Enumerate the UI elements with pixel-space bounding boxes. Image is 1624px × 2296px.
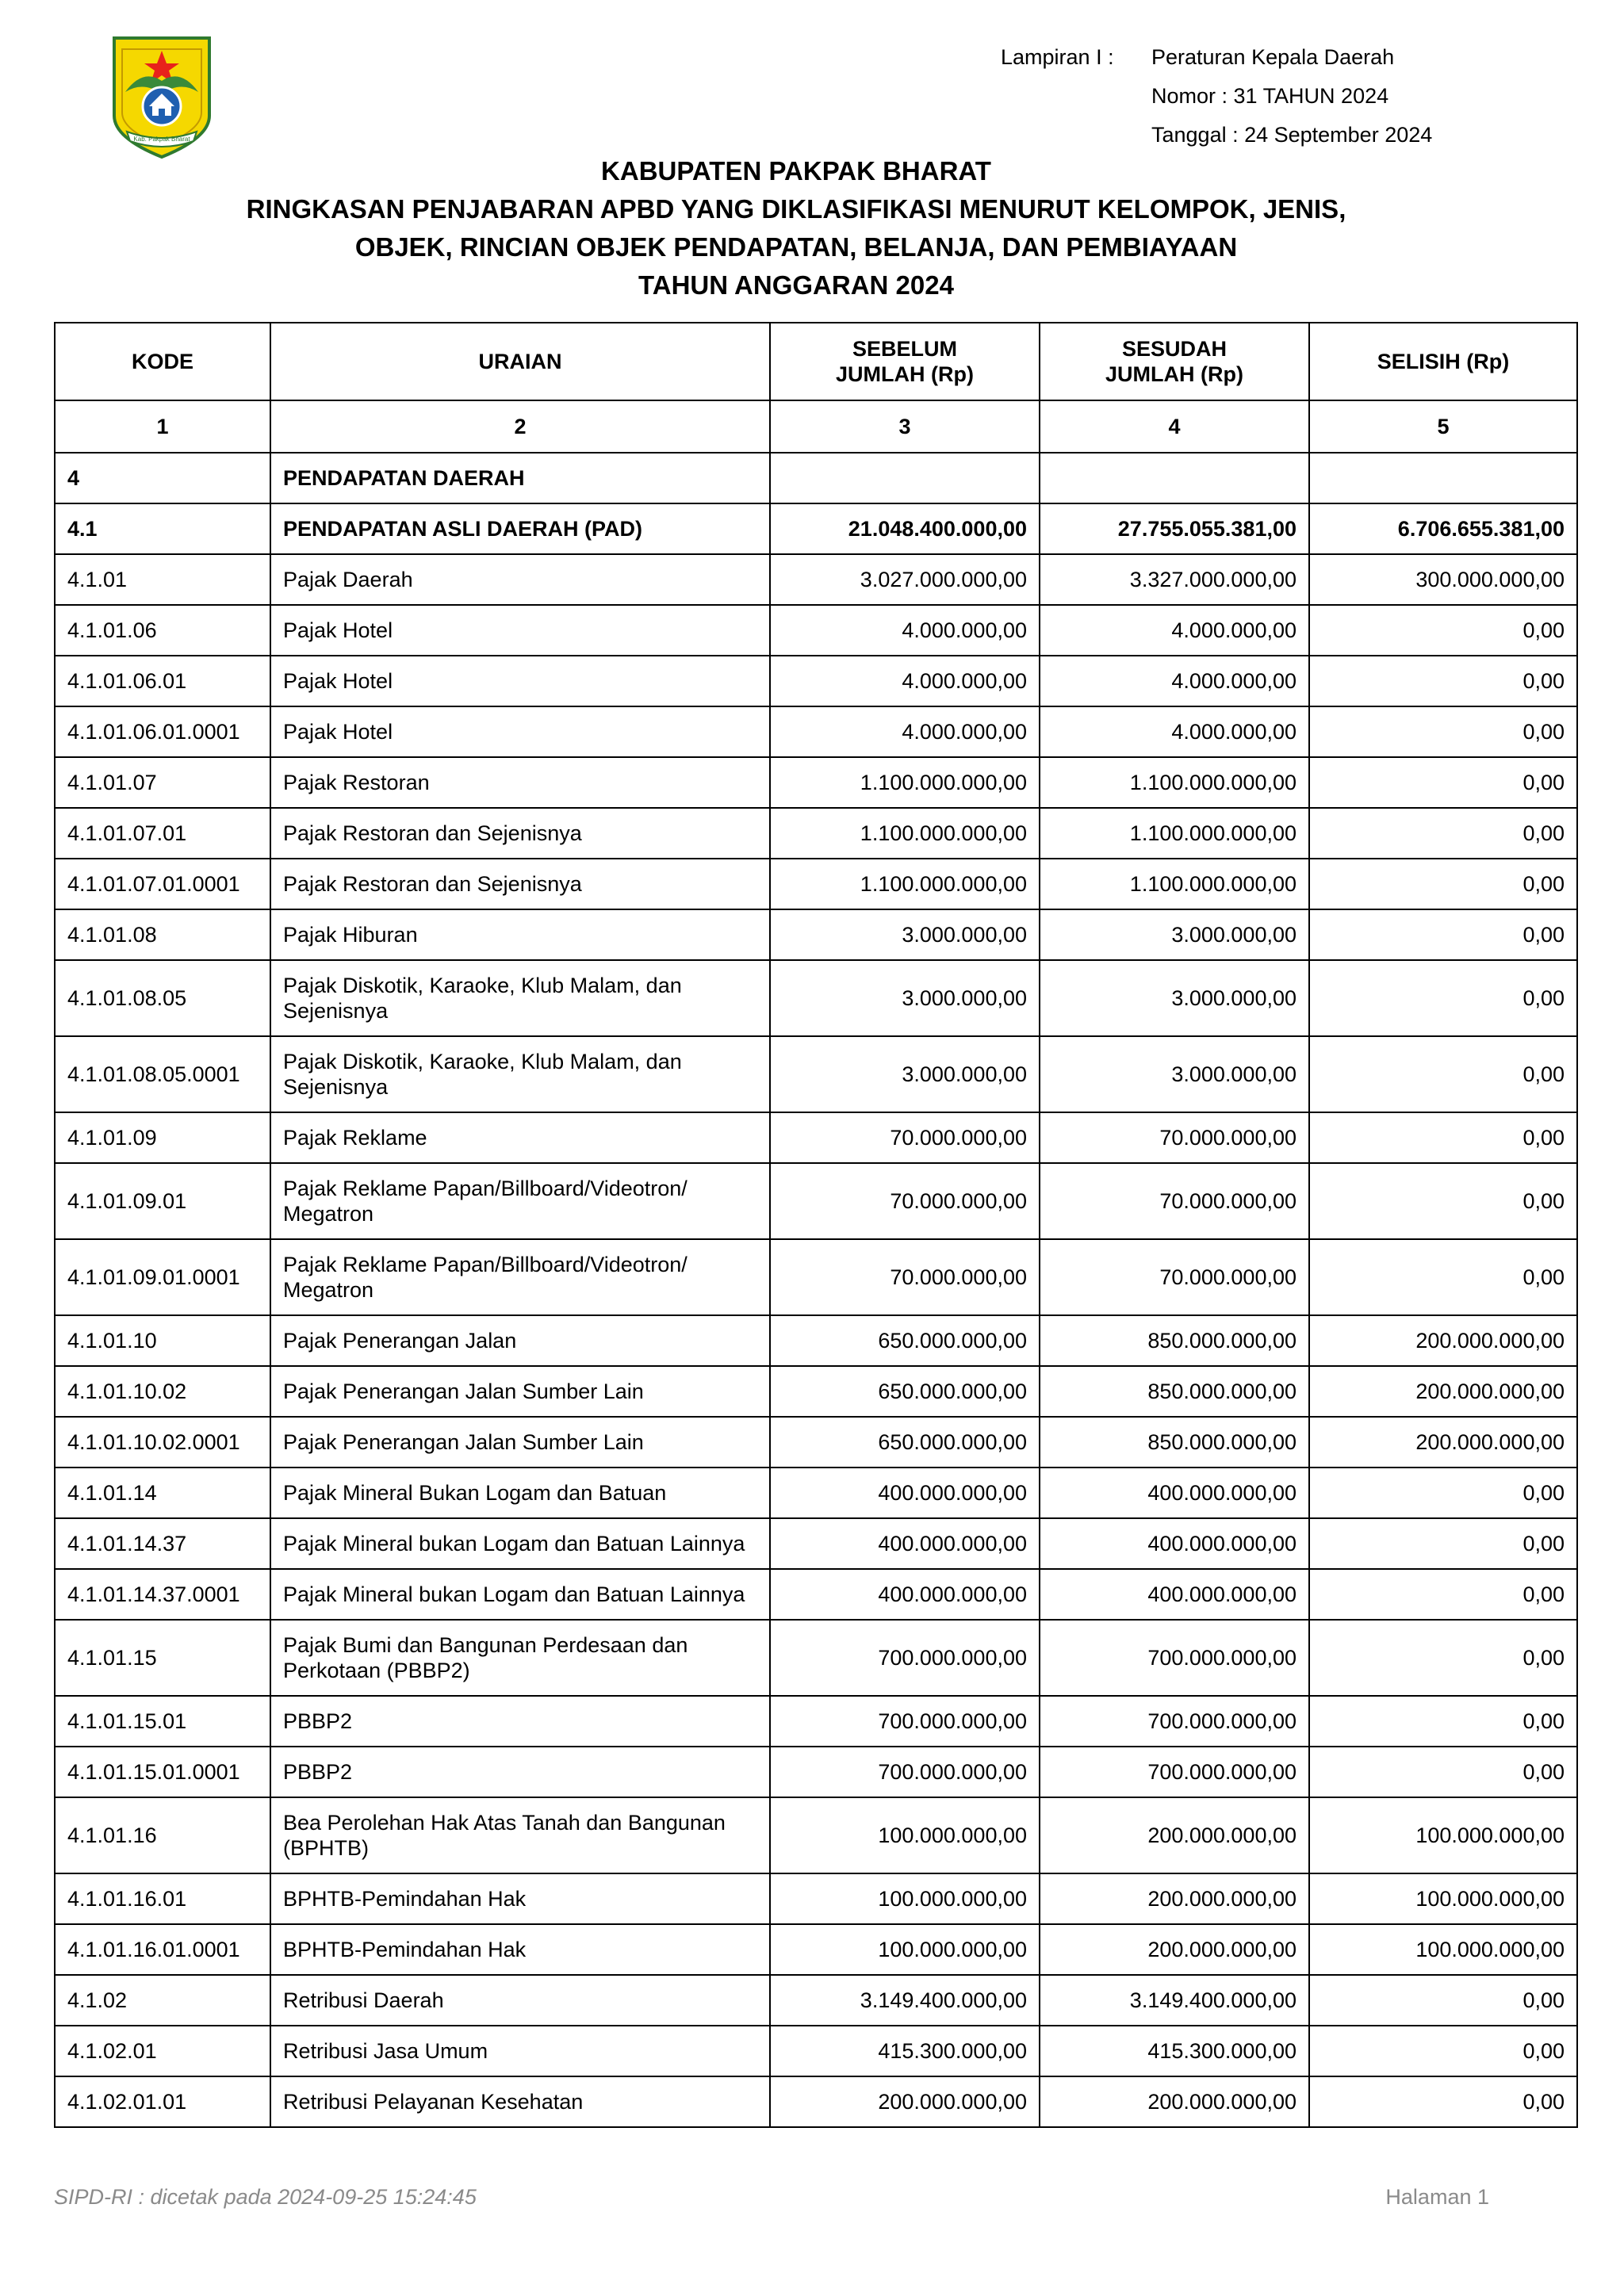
row-selisih-amount: 0,00 (1309, 1163, 1577, 1239)
row-uraian: Pajak Restoran dan Sejenisnya (270, 859, 770, 909)
table-row (55, 503, 1577, 554)
header-kode: KODE (55, 323, 270, 400)
table-row (55, 1924, 1577, 1975)
row-sesudah-amount: 4.000.000,00 (1040, 605, 1309, 656)
column-number: 3 (770, 400, 1040, 453)
row-sesudah-amount: 850.000.000,00 (1040, 1417, 1309, 1468)
row-sebelum-amount: 700.000.000,00 (770, 1696, 1040, 1747)
table-row (55, 1163, 1577, 1239)
row-sesudah-amount: 200.000.000,00 (1040, 1797, 1309, 1873)
row-sesudah-amount: 3.000.000,00 (1040, 1036, 1309, 1112)
row-selisih-amount: 0,00 (1309, 1468, 1577, 1518)
regency-emblem-logo (111, 33, 213, 160)
table-row (55, 1873, 1577, 1924)
table-row (55, 1366, 1577, 1417)
row-kode: 4.1.01.15.01.0001 (55, 1747, 270, 1797)
table-row (55, 960, 1577, 1036)
row-sesudah-amount (1040, 453, 1309, 503)
row-sesudah-amount: 4.000.000,00 (1040, 706, 1309, 757)
title-line-3: OBJEK, RINCIAN OBJEK PENDAPATAN, BELANJA, DAN PEMBIAYAAN (354, 232, 1238, 262)
table-row (55, 1696, 1577, 1747)
row-sebelum-amount: 70.000.000,00 (770, 1239, 1040, 1315)
row-sebelum-amount: 200.000.000,00 (770, 2076, 1040, 2127)
row-selisih-amount: 0,00 (1309, 1518, 1577, 1569)
row-uraian: Pajak Hotel (270, 605, 770, 656)
row-sesudah-amount: 4.000.000,00 (1040, 656, 1309, 706)
row-kode: 4.1.01.07.01.0001 (55, 859, 270, 909)
header-selisih: SELISIH (Rp) (1309, 323, 1577, 400)
row-selisih-amount: 100.000.000,00 (1309, 1924, 1577, 1975)
row-kode: 4.1.01.08.05 (55, 960, 270, 1036)
row-kode: 4.1.01.09.01 (55, 1163, 270, 1239)
row-uraian: Pajak Hiburan (270, 909, 770, 960)
table-row (55, 1797, 1577, 1873)
row-sesudah-amount: 200.000.000,00 (1040, 2076, 1309, 2127)
row-sesudah-amount: 850.000.000,00 (1040, 1366, 1309, 1417)
row-uraian: Pajak Mineral bukan Logam dan Batuan Lainnya (270, 1569, 770, 1620)
row-sebelum-amount: 100.000.000,00 (770, 1873, 1040, 1924)
row-uraian: BPHTB-Pemindahan Hak (270, 1924, 770, 1975)
row-uraian: Pajak Diskotik, Karaoke, Klub Malam, dan Sejenisnya (270, 960, 770, 1036)
table-row (55, 656, 1577, 706)
row-sebelum-amount: 415.300.000,00 (770, 2026, 1040, 2076)
row-sebelum-amount (770, 453, 1040, 503)
table-row (55, 605, 1577, 656)
table-row (55, 1747, 1577, 1797)
row-sesudah-amount: 3.000.000,00 (1040, 960, 1309, 1036)
row-selisih-amount: 6.706.655.381,00 (1309, 503, 1577, 554)
table-row (55, 2076, 1577, 2127)
row-sesudah-amount: 200.000.000,00 (1040, 1873, 1309, 1924)
row-uraian: Retribusi Daerah (270, 1975, 770, 2026)
row-sebelum-amount: 400.000.000,00 (770, 1518, 1040, 1569)
row-selisih-amount: 0,00 (1309, 859, 1577, 909)
table-row (55, 1112, 1577, 1163)
row-selisih-amount: 0,00 (1309, 757, 1577, 808)
row-sebelum-amount: 700.000.000,00 (770, 1747, 1040, 1797)
row-uraian: BPHTB-Pemindahan Hak (270, 1873, 770, 1924)
row-kode: 4.1.01.06 (55, 605, 270, 656)
row-kode: 4.1.01.08.05.0001 (55, 1036, 270, 1112)
table-row (55, 1569, 1577, 1620)
row-kode: 4.1.01.15 (55, 1620, 270, 1696)
row-uraian: Pajak Reklame (270, 1112, 770, 1163)
table-row (55, 1417, 1577, 1468)
row-sebelum-amount: 4.000.000,00 (770, 656, 1040, 706)
row-uraian: Pajak Hotel (270, 706, 770, 757)
row-sesudah-amount: 70.000.000,00 (1040, 1163, 1309, 1239)
table-row (55, 1620, 1577, 1696)
row-sebelum-amount: 21.048.400.000,00 (770, 503, 1040, 554)
row-selisih-amount: 0,00 (1309, 960, 1577, 1036)
row-sebelum-amount: 400.000.000,00 (770, 1468, 1040, 1518)
row-kode: 4.1.01.16 (55, 1797, 270, 1873)
row-uraian: Pajak Daerah (270, 554, 770, 605)
row-uraian: PBBP2 (270, 1747, 770, 1797)
row-sesudah-amount: 27.755.055.381,00 (1040, 503, 1309, 554)
budget-table (54, 322, 1578, 2128)
row-selisih-amount: 0,00 (1309, 706, 1577, 757)
row-sebelum-amount: 3.027.000.000,00 (770, 554, 1040, 605)
row-sebelum-amount: 3.149.400.000,00 (770, 1975, 1040, 2026)
row-selisih-amount: 0,00 (1309, 1569, 1577, 1620)
row-selisih-amount (1309, 453, 1577, 503)
row-kode: 4.1.01.09 (55, 1112, 270, 1163)
table-row (55, 1239, 1577, 1315)
row-sebelum-amount: 3.000.000,00 (770, 909, 1040, 960)
row-sesudah-amount: 70.000.000,00 (1040, 1112, 1309, 1163)
header-sebelum-line1: SEBELUM (852, 337, 957, 361)
row-kode: 4.1.01.14 (55, 1468, 270, 1518)
row-kode: 4.1.01.10 (55, 1315, 270, 1366)
header-uraian: URAIAN (270, 323, 770, 400)
column-number: 2 (270, 400, 770, 453)
row-sebelum-amount: 1.100.000.000,00 (770, 757, 1040, 808)
row-uraian: Pajak Reklame Papan/Billboard/Videotron/ Megatron (270, 1163, 770, 1239)
table-header-row (55, 323, 1577, 400)
column-number-row (55, 400, 1577, 453)
table-row (55, 453, 1577, 503)
row-kode: 4.1.01.06.01 (55, 656, 270, 706)
row-sesudah-amount: 700.000.000,00 (1040, 1620, 1309, 1696)
table-body (55, 453, 1577, 2127)
row-selisih-amount: 0,00 (1309, 1975, 1577, 2026)
table-row (55, 859, 1577, 909)
table-row (55, 1468, 1577, 1518)
row-selisih-amount: 100.000.000,00 (1309, 1797, 1577, 1873)
row-uraian: Pajak Mineral Bukan Logam dan Batuan (270, 1468, 770, 1518)
row-selisih-amount: 100.000.000,00 (1309, 1873, 1577, 1924)
row-uraian: PENDAPATAN ASLI DAERAH (PAD) (270, 503, 770, 554)
row-kode: 4.1.02.01.01 (55, 2076, 270, 2127)
row-uraian: Pajak Diskotik, Karaoke, Klub Malam, dan Sejenisnya (270, 1036, 770, 1112)
row-sebelum-amount: 70.000.000,00 (770, 1112, 1040, 1163)
header-sebelum (770, 323, 1040, 400)
column-number: 5 (1309, 400, 1577, 453)
row-uraian: Bea Perolehan Hak Atas Tanah dan Bangunan (BPHTB) (270, 1797, 770, 1873)
title-line-4: TAHUN ANGGARAN 2024 (638, 270, 954, 300)
row-sesudah-amount: 70.000.000,00 (1040, 1239, 1309, 1315)
regulation-name: Peraturan Kepala Daerah (1151, 45, 1395, 69)
row-uraian: Pajak Penerangan Jalan Sumber Lain (270, 1366, 770, 1417)
table-row (55, 757, 1577, 808)
row-uraian: Pajak Reklame Papan/Billboard/Videotron/ Megatron (270, 1239, 770, 1315)
row-selisih-amount: 300.000.000,00 (1309, 554, 1577, 605)
row-uraian: PENDAPATAN DAERAH (270, 453, 770, 503)
row-selisih-amount: 0,00 (1309, 1696, 1577, 1747)
row-sebelum-amount: 4.000.000,00 (770, 706, 1040, 757)
row-uraian: Pajak Penerangan Jalan Sumber Lain (270, 1417, 770, 1468)
header-sesudah-line1: SESUDAH (1121, 337, 1228, 361)
row-selisih-amount: 0,00 (1309, 1239, 1577, 1315)
row-uraian: Pajak Hotel (270, 656, 770, 706)
table-row (55, 1036, 1577, 1112)
header-sesudah-line2: JUMLAH (Rp) (1105, 362, 1243, 386)
row-selisih-amount: 200.000.000,00 (1309, 1366, 1577, 1417)
row-sebelum-amount: 650.000.000,00 (770, 1315, 1040, 1366)
attachment-info (1001, 38, 1432, 155)
row-uraian: Retribusi Pelayanan Kesehatan (270, 2076, 770, 2127)
row-kode: 4.1.01.16.01.0001 (55, 1924, 270, 1975)
table-row (55, 1518, 1577, 1569)
row-sebelum-amount: 70.000.000,00 (770, 1163, 1040, 1239)
column-number: 1 (55, 400, 270, 453)
row-sebelum-amount: 700.000.000,00 (770, 1620, 1040, 1696)
row-selisih-amount: 0,00 (1309, 605, 1577, 656)
row-selisih-amount: 0,00 (1309, 1112, 1577, 1163)
logo-banner-text: Kab. Pakpak Bharat (133, 136, 190, 143)
row-sesudah-amount: 1.100.000.000,00 (1040, 757, 1309, 808)
row-selisih-amount: 200.000.000,00 (1309, 1417, 1577, 1468)
row-sesudah-amount: 400.000.000,00 (1040, 1468, 1309, 1518)
row-sebelum-amount: 400.000.000,00 (770, 1569, 1040, 1620)
row-selisih-amount: 0,00 (1309, 1747, 1577, 1797)
row-selisih-amount: 0,00 (1309, 1620, 1577, 1696)
column-number: 4 (1040, 400, 1309, 453)
row-sesudah-amount: 415.300.000,00 (1040, 2026, 1309, 2076)
table-row (55, 706, 1577, 757)
row-sesudah-amount: 3.327.000.000,00 (1040, 554, 1309, 605)
row-sesudah-amount: 3.149.400.000,00 (1040, 1975, 1309, 2026)
table-row (55, 909, 1577, 960)
row-sebelum-amount: 650.000.000,00 (770, 1417, 1040, 1468)
row-sesudah-amount: 850.000.000,00 (1040, 1315, 1309, 1366)
row-selisih-amount: 0,00 (1309, 808, 1577, 859)
title-line-2: RINGKASAN PENJABARAN APBD YANG DIKLASIFIKASI MENURUT KELOMPOK, JENIS, (246, 194, 1346, 224)
row-kode: 4.1.01.06.01.0001 (55, 706, 270, 757)
row-selisih-amount: 0,00 (1309, 2026, 1577, 2076)
row-uraian: Pajak Penerangan Jalan (270, 1315, 770, 1366)
row-sebelum-amount: 3.000.000,00 (770, 1036, 1040, 1112)
row-sesudah-amount: 1.100.000.000,00 (1040, 859, 1309, 909)
row-uraian: Pajak Mineral bukan Logam dan Batuan Lainnya (270, 1518, 770, 1569)
row-sesudah-amount: 400.000.000,00 (1040, 1569, 1309, 1620)
table-row (55, 1975, 1577, 2026)
table-row (55, 2026, 1577, 2076)
row-sesudah-amount: 700.000.000,00 (1040, 1696, 1309, 1747)
table-row (55, 554, 1577, 605)
row-kode: 4.1.02 (55, 1975, 270, 2026)
row-sesudah-amount: 700.000.000,00 (1040, 1747, 1309, 1797)
row-sesudah-amount: 200.000.000,00 (1040, 1924, 1309, 1975)
row-uraian: PBBP2 (270, 1696, 770, 1747)
row-kode: 4.1.01.15.01 (55, 1696, 270, 1747)
document-title (0, 152, 1592, 304)
row-kode: 4.1 (55, 503, 270, 554)
row-selisih-amount: 0,00 (1309, 2076, 1577, 2127)
row-sebelum-amount: 100.000.000,00 (770, 1924, 1040, 1975)
row-kode: 4.1.01.08 (55, 909, 270, 960)
row-selisih-amount: 0,00 (1309, 656, 1577, 706)
row-kode: 4.1.01.14.37 (55, 1518, 270, 1569)
row-kode: 4.1.01.10.02 (55, 1366, 270, 1417)
header-sebelum-line2: JUMLAH (Rp) (836, 362, 974, 386)
row-sesudah-amount: 3.000.000,00 (1040, 909, 1309, 960)
table-row (55, 1315, 1577, 1366)
table-row (55, 808, 1577, 859)
row-sebelum-amount: 1.100.000.000,00 (770, 808, 1040, 859)
row-sesudah-amount: 400.000.000,00 (1040, 1518, 1309, 1569)
row-sebelum-amount: 650.000.000,00 (770, 1366, 1040, 1417)
page-number: Halaman 1 (1385, 2185, 1489, 2209)
row-kode: 4.1.01.10.02.0001 (55, 1417, 270, 1468)
row-kode: 4.1.01 (55, 554, 270, 605)
row-kode: 4.1.01.14.37.0001 (55, 1569, 270, 1620)
regulation-date: Tanggal : 24 September 2024 (1151, 123, 1433, 147)
row-kode: 4.1.01.16.01 (55, 1873, 270, 1924)
lampiran-label: Lampiran I : (1001, 45, 1114, 69)
row-uraian: Retribusi Jasa Umum (270, 2026, 770, 2076)
row-sebelum-amount: 100.000.000,00 (770, 1797, 1040, 1873)
print-timestamp: SIPD-RI : dicetak pada 2024-09-25 15:24:45 (54, 2185, 477, 2209)
row-selisih-amount: 0,00 (1309, 909, 1577, 960)
row-uraian: Pajak Restoran (270, 757, 770, 808)
row-kode: 4 (55, 453, 270, 503)
header-sesudah (1040, 323, 1309, 400)
row-uraian: Pajak Bumi dan Bangunan Perdesaan dan Perkotaan (PBBP2) (270, 1620, 770, 1696)
row-kode: 4.1.02.01 (55, 2026, 270, 2076)
row-kode: 4.1.01.07.01 (55, 808, 270, 859)
title-line-1: KABUPATEN PAKPAK BHARAT (601, 156, 991, 186)
row-kode: 4.1.01.09.01.0001 (55, 1239, 270, 1315)
row-selisih-amount: 200.000.000,00 (1309, 1315, 1577, 1366)
row-sebelum-amount: 1.100.000.000,00 (770, 859, 1040, 909)
regulation-number: Nomor : 31 TAHUN 2024 (1151, 84, 1389, 108)
row-sebelum-amount: 3.000.000,00 (770, 960, 1040, 1036)
row-uraian: Pajak Restoran dan Sejenisnya (270, 808, 770, 859)
row-kode: 4.1.01.07 (55, 757, 270, 808)
row-selisih-amount: 0,00 (1309, 1036, 1577, 1112)
row-sebelum-amount: 4.000.000,00 (770, 605, 1040, 656)
row-sesudah-amount: 1.100.000.000,00 (1040, 808, 1309, 859)
